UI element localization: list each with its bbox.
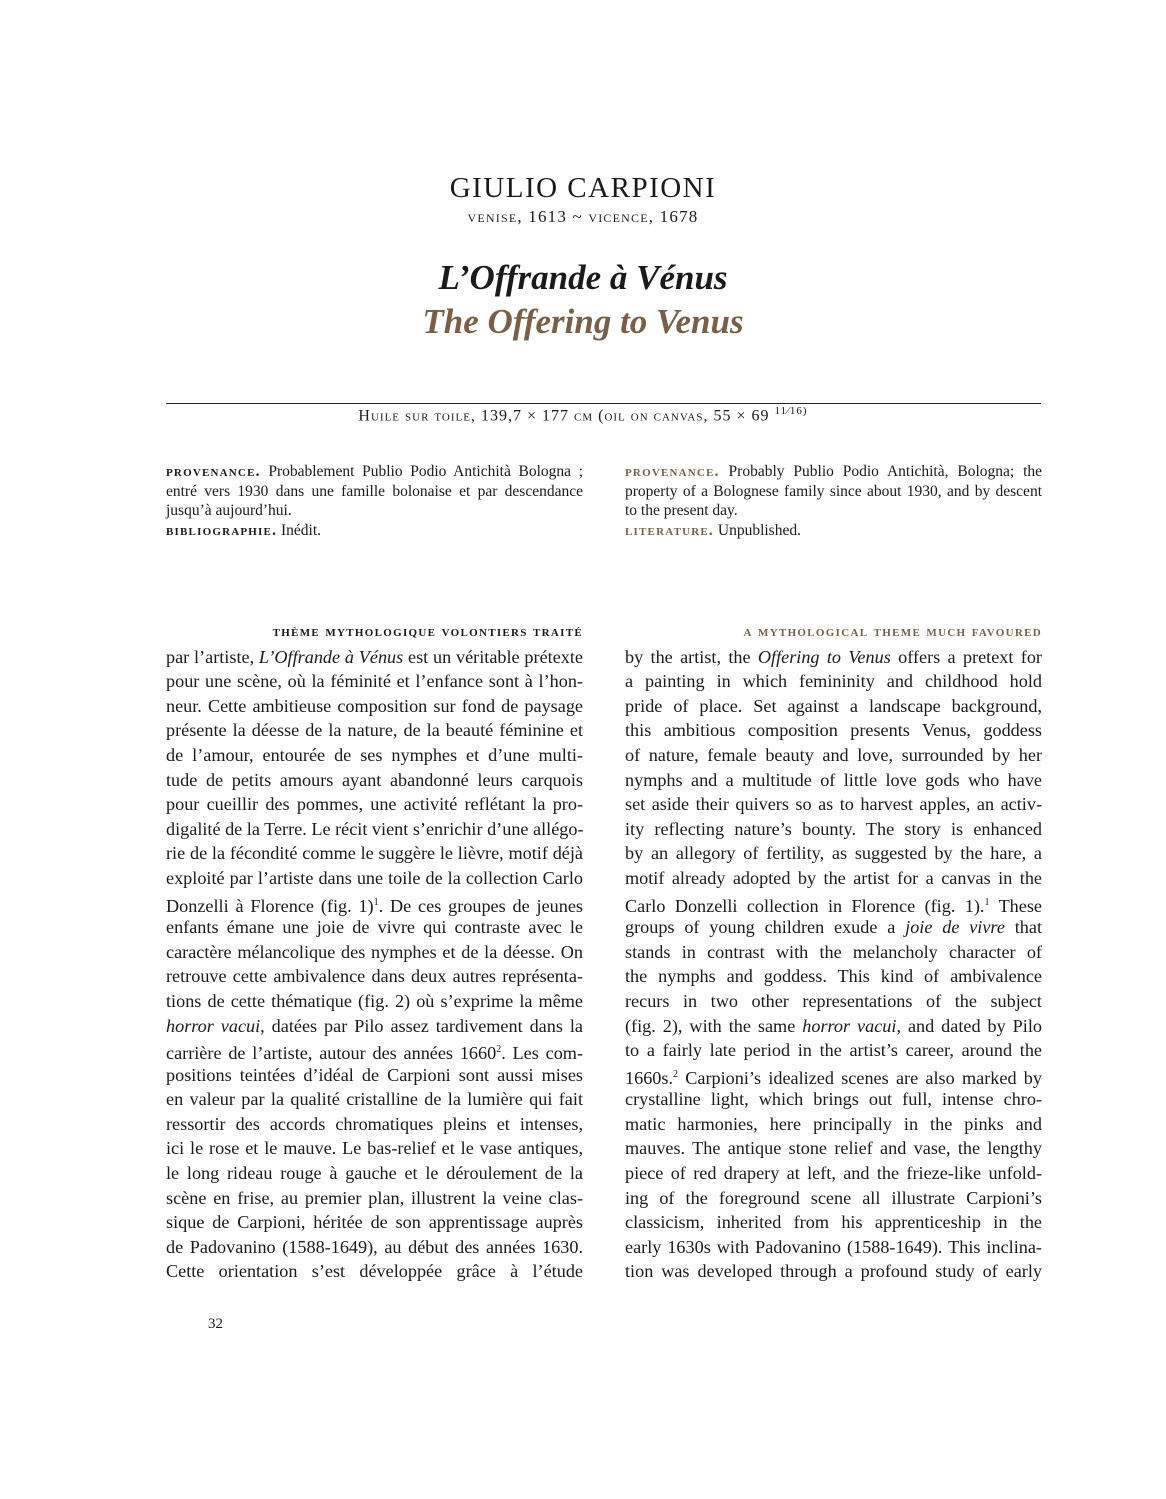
- text-segment: (fig. 2), with the same: [625, 1015, 803, 1036]
- text-segment: recurs in two other representations of the subject: [625, 990, 1042, 1011]
- text-line: [625, 1136, 1042, 1161]
- bibliography-label: bibliographie.: [166, 521, 278, 539]
- text-line: [166, 891, 583, 916]
- text-line: [166, 1186, 583, 1211]
- text-segment: to a fairly late period in the artist’s career, around the: [625, 1040, 1042, 1061]
- text-segment: pour cueillir des pommes, une activité reflétant la pro-: [166, 794, 583, 815]
- text-segment: the nymphs and goddess. This kind of ambivalence: [625, 966, 1042, 987]
- text-segment: de Padovanino (1588-1649), au début des années 1630.: [166, 1236, 583, 1257]
- footnote-ref: 1: [984, 896, 990, 908]
- text-line: [625, 768, 1042, 793]
- text-segment: ing of the foreground scene all illustrate Carpioni’s: [625, 1187, 1042, 1208]
- text-line: [166, 718, 583, 743]
- text-line: [166, 792, 583, 817]
- medium-text: Huile sur toile, 139,7 × 177 cm (oil on canvas, 55 × 69: [358, 407, 770, 425]
- text-line: [625, 645, 1042, 670]
- text-line: [625, 1259, 1042, 1284]
- text-line: [166, 743, 583, 768]
- section-heading: a mythological theme much favoured: [743, 623, 1042, 640]
- text-line: [625, 1063, 1042, 1088]
- text-line: [166, 915, 583, 940]
- text-segment: tion was developed through a profound study of early: [625, 1261, 1042, 1282]
- text-line: [166, 1235, 583, 1260]
- text-segment: stands in contrast with the melancholy character of: [625, 941, 1042, 962]
- text-line: [625, 866, 1042, 891]
- text-segment: a painting in which femininity and childhood hold: [625, 671, 1042, 692]
- text-line: [625, 915, 1042, 940]
- text-segment: en valeur par la qualité cristalline de la lumière qui fait: [166, 1089, 583, 1110]
- text-segment: , datées par Pilo assez tardivement dans la: [260, 1015, 583, 1036]
- text-line: [166, 1112, 583, 1137]
- text-segment: positions teintées d’idéal de Carpioni sont aussi mises: [166, 1064, 583, 1085]
- text-segment: of nature, female beauty and love, surrounded by her: [625, 744, 1042, 765]
- text-segment: ici le rose et le mauve. Le bas-relief et le vase antiques,: [166, 1138, 583, 1159]
- text-segment: rie de la fécondité comme le suggère le lièvre, motif déjà: [166, 843, 583, 864]
- footnote-ref: 2: [673, 1068, 678, 1080]
- text-line: [166, 866, 583, 891]
- text-line: [166, 1161, 583, 1186]
- text-segment: par l’artiste,: [166, 646, 259, 667]
- text-segment: horror vacui: [802, 1015, 897, 1036]
- text-segment: by an allegory of fertility, as suggested by the hare, a: [625, 843, 1042, 864]
- text-line: [625, 940, 1042, 965]
- text-segment: horror vacui: [166, 1015, 261, 1036]
- text-segment: ressortir des accords chromatiques pleins et intenses,: [166, 1113, 583, 1134]
- text-line: [166, 1087, 583, 1112]
- text-segment: sique de Carpioni, héritée de son apprentissage auprès: [166, 1212, 583, 1233]
- text-segment: that: [1004, 917, 1042, 938]
- text-segment: L’Offrande à Vénus: [258, 646, 404, 667]
- text-line: [166, 1210, 583, 1235]
- text-segment: . De ces groupes de jeunes: [378, 895, 583, 916]
- text-segment: matic harmonies, here principally in the pinks and: [625, 1113, 1042, 1134]
- bibliography-text: Inédit.: [277, 521, 322, 539]
- text-line: [625, 1186, 1042, 1211]
- text-segment: scène en frise, au premier plan, illustrent la veine clas-: [166, 1187, 583, 1208]
- text-segment: this ambitious composition presents Venus, goddess: [625, 720, 1042, 741]
- literature-text: Unpublished.: [714, 521, 801, 539]
- text-line: [166, 989, 583, 1014]
- text-line: [166, 817, 583, 842]
- provenance-text: Probablement Publio Podio Antichità Bologna ; entré vers 1930 dans une famille bolonaise et par descendance jusqu’à aujourd’hui.: [166, 463, 583, 519]
- body-text: [166, 645, 583, 1284]
- text-line: [166, 645, 583, 670]
- text-line: [166, 768, 583, 793]
- text-line: [625, 841, 1042, 866]
- body-column-french: [166, 620, 583, 1284]
- text-segment: piece of red drapery at left, and the frieze-like unfold-: [625, 1163, 1042, 1184]
- text-line: [166, 669, 583, 694]
- text-segment: groups of young children exude a: [625, 917, 906, 938]
- text-segment: Carpioni’s idealized scenes are also marked by: [678, 1067, 1042, 1088]
- text-line: [166, 940, 583, 965]
- text-segment: Donzelli à Florence (fig. 1): [166, 895, 374, 916]
- text-segment: caractère mélancolique des nymphes et de la déesse. On: [166, 941, 583, 962]
- text-segment: mauves. The antique stone relief and vase, the lengthy: [625, 1138, 1042, 1159]
- text-segment: classicism, inherited from his apprenticeship in the: [625, 1212, 1042, 1233]
- text-segment: offers a pretext for: [890, 646, 1042, 667]
- title-french: L’Offrande à Vénus: [438, 258, 728, 297]
- text-segment: . Les com-: [501, 1043, 583, 1064]
- text-line: [625, 891, 1042, 916]
- provenance-text: Probably Publio Podio Antichità, Bologna; the property of a Bolognese family since about 1930, and by descent to the present day.: [625, 463, 1042, 519]
- text-segment: by the artist, the: [625, 646, 758, 667]
- text-segment: exploité par l’artiste dans une toile de la collection Carlo: [166, 867, 583, 888]
- text-segment: Cette orientation s’est développée grâce à l’étude: [166, 1261, 583, 1282]
- text-line: [625, 694, 1042, 719]
- text-segment: nymphs and a multitude of little love gods who have: [625, 769, 1042, 790]
- text-line: [625, 1161, 1042, 1186]
- text-segment: , and dated by Pilo: [896, 1015, 1042, 1036]
- text-segment: tude de petits amours ayant abandonné leurs carquois: [166, 769, 583, 790]
- artist-name: GIULIO CARPIONI: [449, 172, 717, 204]
- text-segment: crystalline light, which brings out full, intense chro-: [625, 1089, 1042, 1110]
- medium-fraction: 11⁄16): [774, 405, 808, 417]
- text-segment: tions de cette thématique (fig. 2) où s’exprime la même: [166, 990, 583, 1011]
- text-line: [166, 1259, 583, 1284]
- footnote-ref: 2: [496, 1044, 502, 1056]
- text-segment: pride of place. Set against a landscape background,: [625, 695, 1042, 716]
- provenance-french: [166, 462, 583, 540]
- text-line: [166, 1136, 583, 1161]
- provenance-label: provenance.: [625, 463, 720, 480]
- text-line: [166, 1014, 583, 1039]
- divider-rule: [166, 403, 1041, 404]
- text-segment: digalité de la Terre. Le récit vient s’enrichir d’une allégo-: [166, 818, 584, 839]
- text-line: [625, 1038, 1042, 1063]
- text-line: [166, 1063, 583, 1088]
- text-segment: 1660s.: [625, 1067, 673, 1088]
- text-segment: set aside their quivers so as to harvest apples, an activ-: [625, 794, 1042, 815]
- footnote-ref: 1: [373, 896, 379, 908]
- text-segment: enfants émane une joie de vivre qui contraste avec le: [166, 917, 583, 938]
- text-line: [625, 792, 1042, 817]
- text-line: [166, 964, 583, 989]
- text-segment: joie de vivre: [905, 917, 1005, 938]
- text-segment: Carlo Donzelli collection in Florence (fig. 1).: [625, 895, 985, 916]
- text-line: [166, 1038, 583, 1063]
- literature-label: literature.: [625, 521, 714, 539]
- text-segment: ity reflecting nature’s bounty. The story is enhanced: [625, 818, 1042, 839]
- text-line: [625, 1112, 1042, 1137]
- body-text: [625, 645, 1042, 1284]
- text-line: [625, 669, 1042, 694]
- text-segment: le long rideau rouge à gauche et le déroulement de la: [166, 1163, 583, 1184]
- text-segment: Offering to Venus: [757, 646, 891, 667]
- text-segment: est un véritable prétexte: [403, 646, 583, 667]
- title-english: The Offering to Venus: [422, 302, 744, 341]
- text-segment: retrouve cette ambivalence dans deux autres représenta-: [166, 966, 583, 987]
- text-segment: neur. Cette ambitieuse composition sur fond de paysage: [166, 695, 583, 716]
- provenance-label: provenance.: [166, 463, 261, 480]
- text-segment: motif already adopted by the artist for a canvas in the: [625, 867, 1042, 888]
- text-line: [625, 1210, 1042, 1235]
- body-column-english: [625, 620, 1042, 1284]
- text-line: [625, 1014, 1042, 1039]
- text-line: [625, 989, 1042, 1014]
- text-line: [166, 841, 583, 866]
- text-segment: présente la déesse de la nature, de la beauté féminine et: [166, 720, 583, 741]
- text-line: [166, 694, 583, 719]
- section-heading: thème mythologique volontiers traité: [272, 623, 583, 640]
- text-line: [625, 817, 1042, 842]
- medium-line: [0, 405, 1166, 425]
- text-line: [625, 1235, 1042, 1260]
- text-line: [625, 1087, 1042, 1112]
- text-segment: These: [989, 895, 1042, 916]
- text-segment: early 1630s with Padovanino (1588-1649). This inclina-: [625, 1236, 1042, 1257]
- text-segment: carrière de l’artiste, autour des années 1660: [166, 1043, 497, 1064]
- text-line: [625, 743, 1042, 768]
- text-segment: de l’amour, entourée de ses nymphes et d’une multi-: [166, 744, 583, 765]
- page-number: 32: [208, 1316, 223, 1332]
- text-segment: pour une scène, où la féminité et l’enfance sont à l’hon-: [166, 671, 583, 692]
- text-line: [625, 718, 1042, 743]
- text-line: [625, 964, 1042, 989]
- provenance-english: [625, 462, 1042, 540]
- artist-dates: venise, 1613 ~ vicence, 1678: [467, 207, 699, 226]
